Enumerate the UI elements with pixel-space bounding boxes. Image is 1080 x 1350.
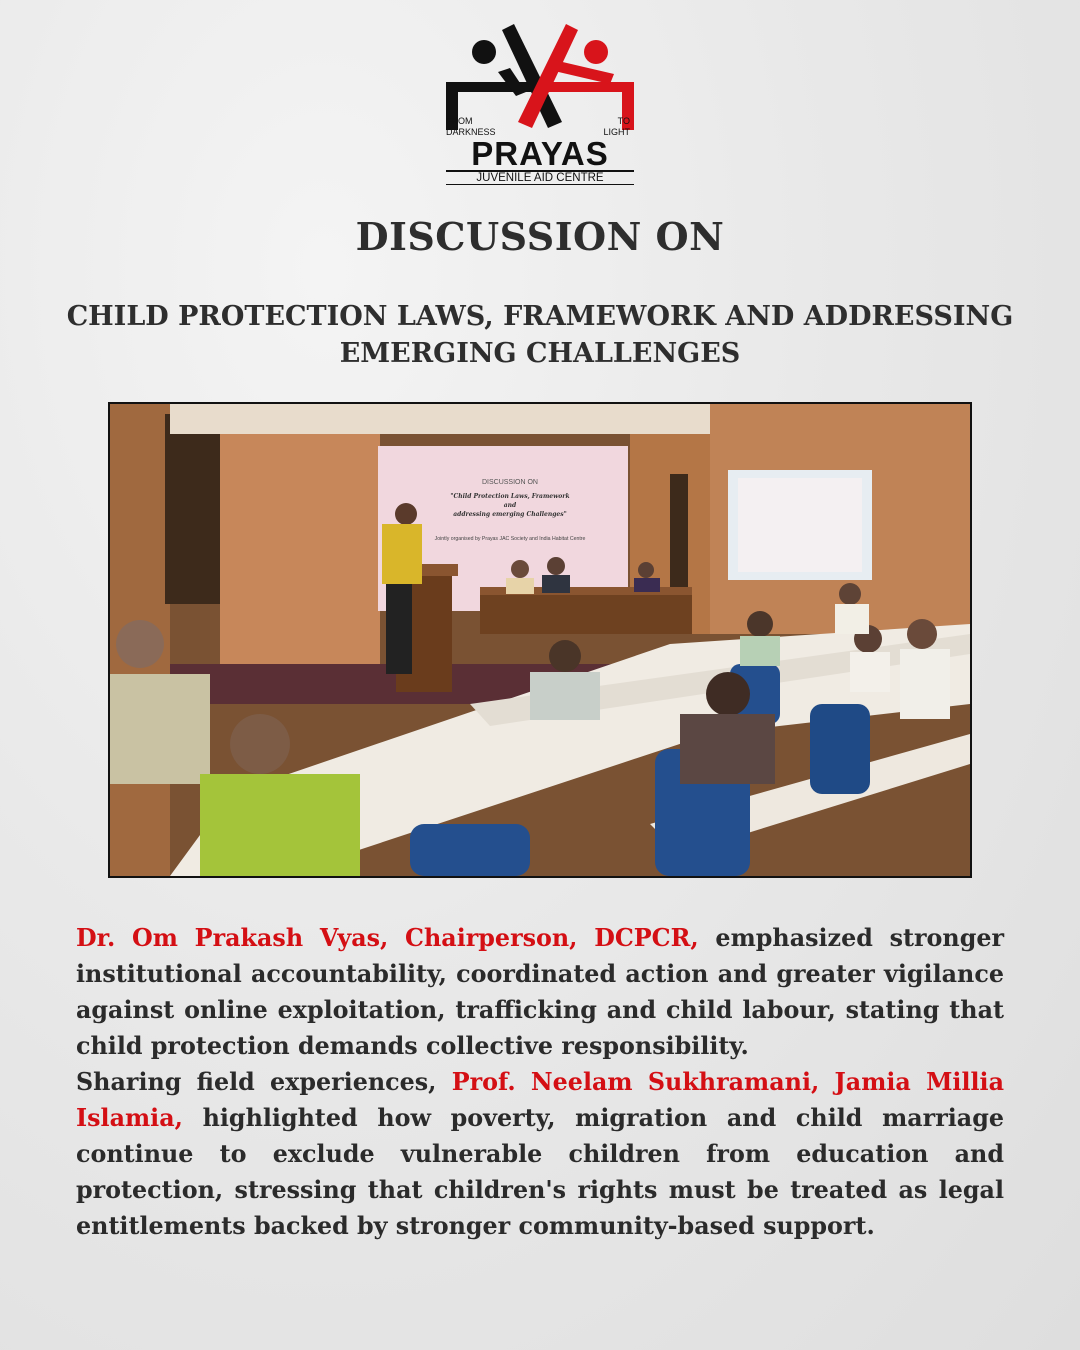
article-body — [76, 920, 1004, 1244]
paragraph-sukhramani-lead: Sharing field experiences, — [76, 1068, 452, 1096]
banner-organised-by: Jointly organised by Prayas JAC Society and India Habitat Centre — [434, 536, 586, 542]
banner-line2: and — [503, 502, 517, 509]
paragraph-vyas-text: emphasized stronger institutional accountability, coordinated action and greater vigilance against online exploitation, trafficking and child labour, stating that child protection demands collective responsibility. — [76, 924, 1005, 1060]
paragraph-vyas — [76, 920, 1004, 1064]
event-photo — [108, 402, 972, 878]
paragraph-sukhramani-text: highlighted how poverty, migration and child marriage continue to exclude vulnerable children from education and protection, stressing that children's rights must be treated as legal entitlements backed by stronger community-based support. — [76, 1104, 1004, 1240]
logo-from-text: FROM DARKNESS — [446, 116, 496, 137]
page-title: DISCUSSION ON — [355, 214, 725, 259]
banner-line1: "Child Protection Laws, Framework — [450, 493, 570, 500]
paragraph-sukhramani — [76, 1064, 1004, 1244]
banner-discussion-on: DISCUSSION ON — [481, 479, 539, 486]
speaker-vyas-highlight: Dr. Om Prakash Vyas, Chairperson, DCPCR, — [76, 924, 699, 952]
page-subtitle: CHILD PROTECTION LAWS, FRAMEWORK AND ADDRESSING EMERGING CHALLENGES — [66, 301, 1014, 369]
logo-brand: PRAYAS — [446, 138, 634, 172]
prayas-logo — [444, 22, 636, 184]
speaker-sukhramani-highlight: Prof. Neelam Sukhramani, Jamia Millia Islamia, — [76, 1068, 1004, 1132]
logo-to-text: TO LIGHT — [603, 116, 630, 137]
logo-tagline: JUVENILE AID CENTRE — [446, 172, 634, 185]
banner-line3: addressing emerging Challenges" — [453, 511, 567, 518]
